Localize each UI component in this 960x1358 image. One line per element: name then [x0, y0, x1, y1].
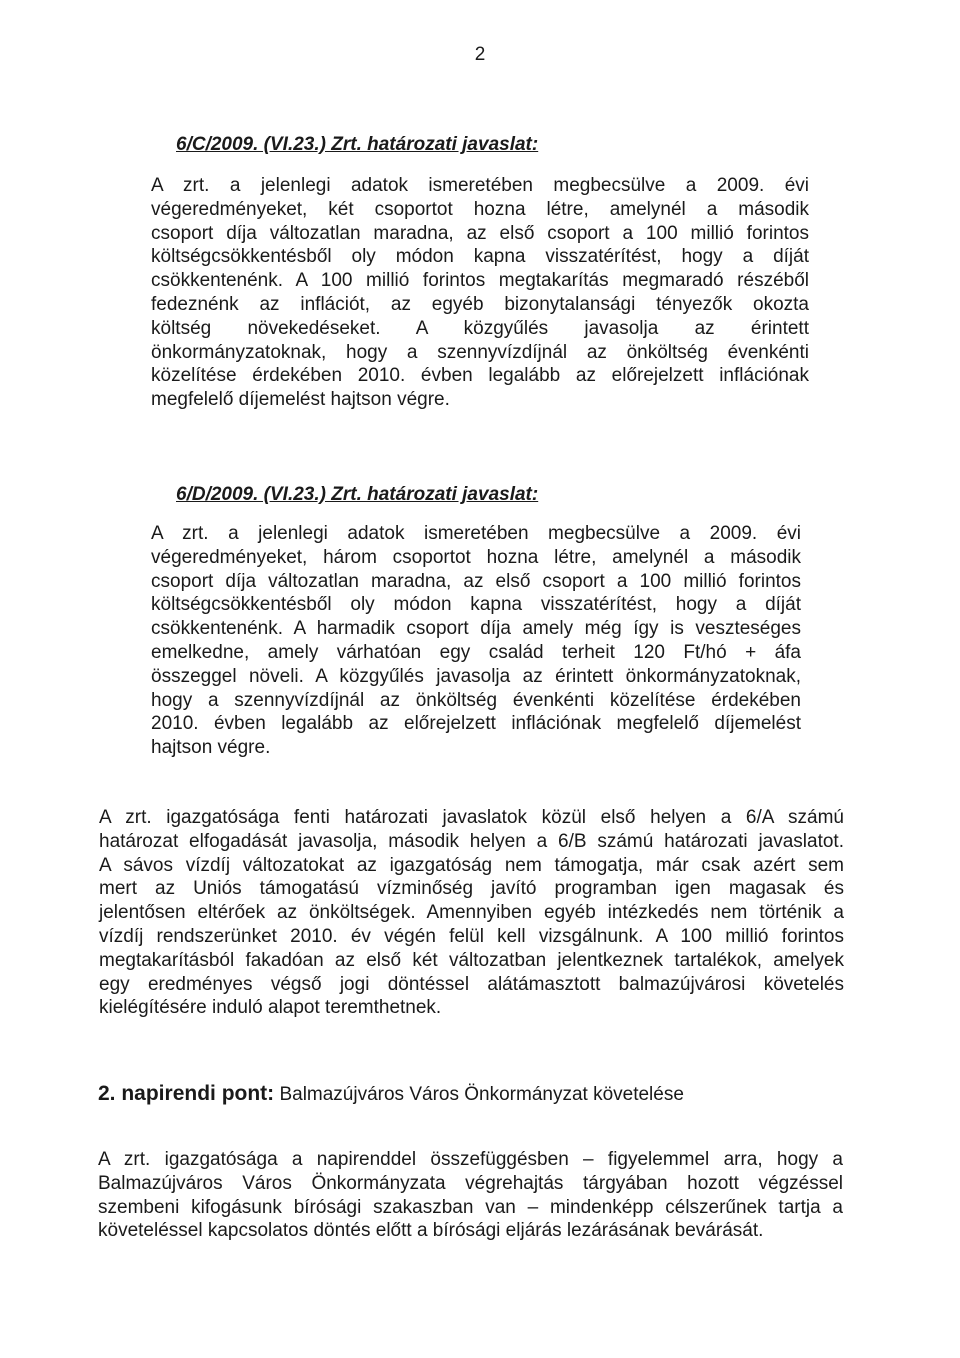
paragraph-line: végeredményeket, két csoportot hozna létre, amelynél a második — [151, 198, 809, 220]
paragraph-line: költségcsökkentésből oly módon kapna visszatérítést, hogy a díját — [151, 594, 801, 616]
paragraph-line: A zrt. a jelenlegi adatok ismeretében megbecsülve a 2009. évi — [151, 523, 801, 544]
section-d-heading: 6/D/2009. (VI.23.) Zrt. határozati javaslat: — [176, 484, 539, 505]
paragraph-line: közelítése érdekében 2010. évben legalább az előrejelzett inflációnak — [151, 365, 809, 387]
paragraph-line: csoport díja változatlan maradna, az első csoport a 100 millió forintos — [151, 570, 801, 592]
paragraph-line: hajtson végre. — [151, 737, 271, 759]
board-recommendation-paragraph — [99, 806, 844, 1020]
paragraph-line: költség növekedéseket. A közgyűlés javasolja az érintett — [151, 317, 809, 339]
paragraph-line: szembeni kifogásunk bírósági szakaszban van – mindenképp célszerűnek tartja a — [98, 1196, 843, 1218]
paragraph-line: A sávos vízdíj változatokat az igazgatóság nem támogatja, már csak azért sem — [99, 854, 844, 876]
paragraph-line: összeggel növeli. A közgyűlés javasolja az érintett önkormányzatoknak, — [151, 665, 801, 687]
paragraph-line: megfelelő díjemelést hajtson végre. — [151, 389, 450, 411]
paragraph-line: mert az Uniós támogatású vízminőség javító programban igen magasak és — [99, 878, 844, 900]
paragraph-line: végeredményeket, három csoportot hozna létre, amelynél a második — [151, 546, 801, 568]
paragraph-line: önkormányzatoknak, hogy a szennyvízdíjnál az önköltség évenkénti — [151, 341, 809, 363]
paragraph-line: 2010. évben legalább az előrejelzett inflációnak megfelelő díjemelést — [151, 713, 801, 735]
paragraph-line: határozat elfogadását javasolja, második helyen a 6/B számú határozati javaslatot. — [99, 830, 844, 852]
paragraph-line: csökkentenénk. A harmadik csoport díja amely még így is veszteséges — [151, 618, 801, 640]
section-c-paragraph — [151, 174, 809, 412]
paragraph-line: kielégítésére induló alapot teremthetnek. — [99, 997, 442, 1019]
paragraph-line: vízdíj rendszerünket 2010. év végén felül kell vizsgálnunk. A 100 millió forintos — [99, 925, 844, 947]
paragraph-line: csoport díja változatlan maradna, az első csoport a 100 millió forintos — [151, 222, 809, 244]
paragraph-line: csökkentenénk. A 100 millió forintos megtakarítás megmaradó részéből — [151, 270, 809, 292]
paragraph-line: megtakarításból fakadóan az első két változatban jelentkeznek tartalékok, amelyek — [99, 949, 844, 971]
paragraph-line: jelentősen eltérőek az önköltségek. Amennyiben egyéb intézkedés nem történik a — [99, 902, 844, 924]
paragraph-line: fedeznénk az inflációt, az egyéb bizonytalansági tényezők okozta — [151, 293, 809, 315]
section-c-heading: 6/C/2009. (VI.23.) Zrt. határozati javaslat: — [176, 134, 539, 155]
paragraph-line: Balmazújváros Város Önkormányzata végrehajtás tárgyában hozott végzéssel — [98, 1172, 843, 1194]
agenda-item-title: Balmazújváros Város Önkormányzat követelése — [279, 1084, 684, 1105]
page-number: 2 — [474, 44, 486, 65]
paragraph-line: költségcsökkentésből oly módon kapna visszatérítést, hogy a díját — [151, 246, 809, 268]
paragraph-line: emelkedne, amely várhatóan egy család terheit 120 Ft/hó + áfa — [151, 641, 801, 663]
paragraph-line: hogy a szennyvízdíjnál az önköltség évenkénti közelítése érdekében — [151, 689, 801, 711]
agenda-item — [98, 1082, 684, 1106]
paragraph-line: követeléssel kapcsolatos döntés előtt a bírósági eljárás lezárásának bevárását. — [98, 1220, 764, 1242]
paragraph-line: A zrt. a jelenlegi adatok ismeretében megbecsülve a 2009. évi — [151, 175, 809, 196]
paragraph-line: A zrt. igazgatósága fenti határozati javaslatok közül első helyen a 6/A számú — [99, 807, 844, 828]
agenda-item-label: 2. napirendi pont: — [98, 1082, 275, 1105]
section-d-paragraph — [151, 522, 801, 760]
paragraph-line: A zrt. igazgatósága a napirenddel összefüggésben – figyelemmel arra, hogy a — [98, 1149, 843, 1170]
paragraph-line: egy eredményes végső jogi döntéssel alátámasztott balmazújvárosi követelés — [99, 973, 844, 995]
closing-paragraph — [98, 1148, 843, 1243]
